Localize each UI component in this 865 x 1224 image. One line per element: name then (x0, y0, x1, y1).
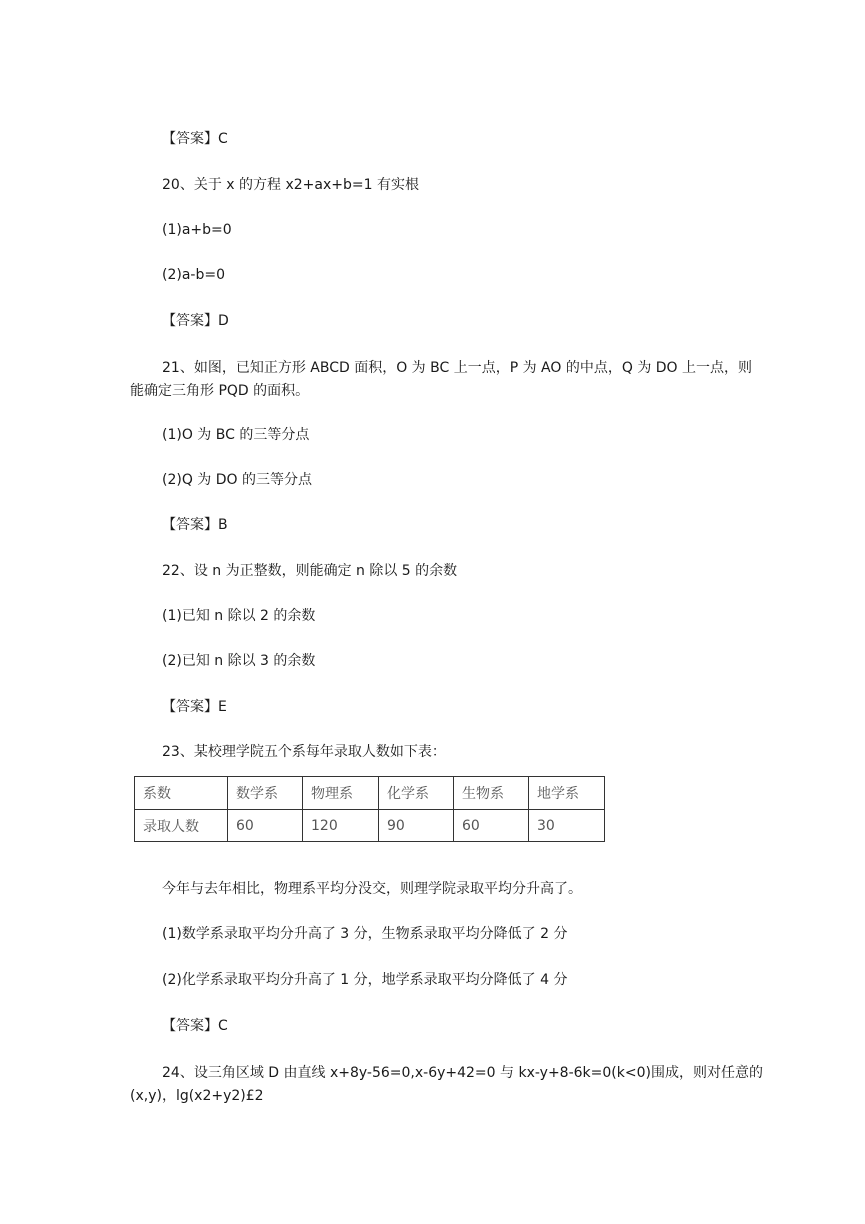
ans22: 【答案】E (162, 699, 227, 715)
table-cell: 30 (529, 810, 605, 842)
q22: 22、设 n 为正整数，则能确定 n 除以 5 的余数 (162, 563, 458, 579)
q23-choice-1: (1)数学系录取平均分升高了 3 分，生物系录取平均分降低了 2 分 (162, 926, 568, 942)
q23-choice-2: (2)化学系录取平均分升高了 1 分，地学系录取平均分降低了 4 分 (162, 972, 568, 988)
q21-choice-2: (2)Q 为 DO 的三等分点 (162, 472, 313, 488)
q21-choice-1: (1)O 为 BC 的三等分点 (162, 427, 310, 443)
q20: 20、关于 x 的方程 x2+ax+b=1 有实根 (162, 177, 419, 193)
table-header-row (135, 777, 605, 810)
ans19: 【答案】C (162, 131, 228, 147)
table-cell: 录取人数 (135, 810, 228, 842)
table-cell: 60 (228, 810, 303, 842)
q22-choice-1: (1)已知 n 除以 2 的余数 (162, 608, 316, 624)
table-cell: 90 (379, 810, 454, 842)
ans21: 【答案】B (162, 517, 228, 533)
table-header-cell: 物理系 (303, 777, 379, 810)
q23: 23、某校理学院五个系每年录取人数如下表： (162, 744, 446, 760)
q23-text: 今年与去年相比，物理系平均分没交，则理学院录取平均分升高了。 (162, 881, 582, 897)
q22-choice-2: (2)已知 n 除以 3 的余数 (162, 653, 316, 669)
table-cell: 120 (303, 810, 379, 842)
ans23: 【答案】C (162, 1018, 228, 1034)
admissions-table (134, 776, 605, 842)
table-header-cell: 数学系 (228, 777, 303, 810)
table-header-cell: 生物系 (454, 777, 529, 810)
table-header-cell: 系数 (135, 777, 228, 810)
q20-choice-1: (1)a+b=0 (162, 222, 232, 238)
table-header-cell: 化学系 (379, 777, 454, 810)
q20-choice-2: (2)a-b=0 (162, 267, 225, 283)
table-cell: 60 (454, 810, 529, 842)
q21: 21、如图，已知正方形 ABCD 面积，O 为 BC 上一点，P 为 AO 的中点，Q 为 DO 上一点，则能确定三角形 PQD 的面积。 (130, 360, 753, 399)
table-row (135, 810, 605, 842)
q24: 24、设三角区域 D 由直线 x+8y-56=0,x-6y+42=0 与 kx-y+8-6k=0(k<0)围成，则对任意的(x,y)，lg(x2+y2)£2 (130, 1065, 763, 1104)
ans20: 【答案】D (162, 313, 229, 329)
table-header-cell: 地学系 (529, 777, 605, 810)
